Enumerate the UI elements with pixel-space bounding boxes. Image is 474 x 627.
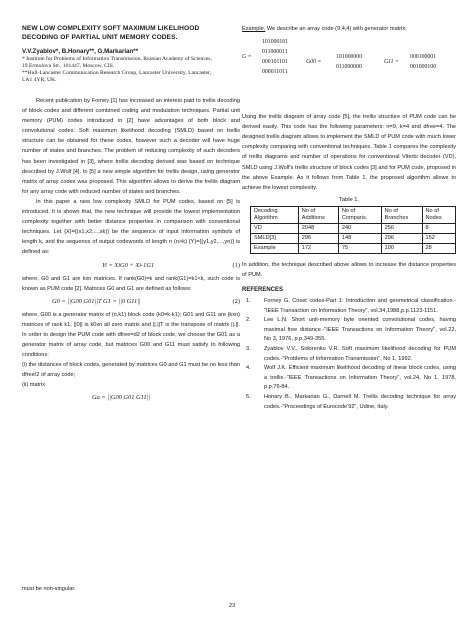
table-cell: 100: [381, 243, 422, 253]
table-cell: SMLD[3]: [251, 233, 299, 243]
matrix-g-row: 101000101: [262, 39, 289, 46]
equation-1-number: (1): [232, 261, 240, 269]
table-cell: 148: [338, 233, 381, 243]
matrix-g11-row: 000100001: [410, 54, 437, 61]
matrix-g-label: G =: [242, 54, 252, 61]
page-number: 23: [229, 603, 236, 609]
generator-matrices: [242, 34, 456, 112]
reference-text: Forney G. Coset codes-Part 1: Introduction and geometrical classification.-"IEEE Transaction on Information Theory", vol.34,1988,p.p.1123-1151.: [264, 298, 456, 314]
matrix-g-row: 011000011: [262, 49, 288, 56]
reference-item: [242, 364, 456, 393]
addition-paragraph: In addition, the technique described above allows to increase the distance properties of PUM.: [242, 261, 456, 278]
example-text: We describe an array code (9,4,4) with generator matrix:: [265, 26, 407, 32]
complexity-table: [250, 206, 456, 254]
condition-2: (ii) matrix: [22, 382, 45, 389]
table-cell: 240: [338, 223, 381, 233]
left-column: [22, 24, 240, 406]
table-cell: 256: [381, 223, 422, 233]
condition-1: (i) the distances of block codes, generated by matrices G0 and G1 must be no less than dfree/2 of array code;: [22, 362, 240, 379]
equation-2-number: (2): [232, 297, 240, 305]
table-header-cell: Decoding Algorithm: [251, 206, 299, 223]
reference-item: [242, 316, 456, 345]
table-cell: 8: [422, 223, 455, 233]
table-header-cell: No of Additions: [298, 206, 338, 223]
equation-1-expression: Yi = XiG0 + Xi-1G1: [102, 261, 155, 269]
table-cell: 2048: [298, 223, 338, 233]
matrix-g00-row: 011000000: [336, 64, 362, 71]
reference-text: Honary B., Markarian G., Darnell M. Trellis decoding technique for array codes.-"Proceedings of Eurocode'92", Udine, Italy.: [264, 393, 456, 410]
table-cell: 152: [422, 233, 455, 243]
matrix-g00-label: G00 =: [306, 59, 322, 66]
matrix-g11-label: G11 =: [384, 59, 399, 66]
matrix-g11-row: 001000100: [410, 64, 437, 71]
matrix-definition-paragraph: where, G0 and G1 are kxn matrices. If rank(G0)=k and rank(G1)=k1<k, such code is known as PUM code [2]. Matrices G0 and G1 are defined as follows:: [22, 275, 240, 292]
table-cell: 296: [298, 233, 338, 243]
matrix-g-row: 000101101: [262, 59, 288, 66]
references-heading: REFERENCES: [242, 287, 284, 294]
right-column: [242, 24, 456, 412]
table-cell: VD: [251, 223, 299, 233]
table-header-cell: No of Branches: [381, 206, 422, 223]
affiliation-line: **Hull-Lancaster Communication Research Group, Lancaster University, Lancaster,: [22, 70, 212, 76]
paper-title: [22, 24, 240, 42]
example-label: Example.: [242, 26, 266, 32]
example-paragraph: [242, 24, 456, 34]
trellis-paragraph: Using the trellis diagram of array code [5], the trellis structure of PUM code can be derived easily. This code has the following parameters: n=9, k=4 and dfree=4. The designed trellis diagram allows to implement the SMLD of PUM code with much lower complexity comparing with conventional techniques. Table 1 compares the complexity of trellis diagrams and number of operations for conventional Viterbi decoder (VD), SMLD using J.Wolf's trellis structure of block codes [3] and for PUM code, proposed in the above Example. As it follows from Table 1, the proposed algorithm allows to achieve the lowest complexity.: [242, 114, 456, 191]
left-tail-text: must be non-singular.: [22, 586, 76, 592]
table-cell: 296: [381, 233, 422, 243]
reference-number: 1.: [246, 298, 251, 305]
reference-number: 2.: [246, 317, 251, 324]
equation-2-expression: G0 = ||G00 G01||T G1 = ||0 G11||: [52, 297, 141, 305]
table-row: [251, 243, 456, 253]
reference-item: [242, 393, 456, 412]
matrix-g00-row: 101000000: [336, 54, 363, 61]
equation-1: [22, 258, 240, 274]
reference-text: Zyablov V.V., Sidorenko V.R. Soft maximum likelihood decoding for PUM codes.-"Problems of Information Transmission", No 1, 1992.: [264, 346, 456, 362]
reference-item: [242, 345, 456, 364]
title-line: NEW LOW COMPLEXITY SOFT MAXIMUM LIKELIHOOD: [22, 25, 200, 32]
table-header-cell: No of Comparis.: [338, 206, 381, 223]
table-caption: Table 1.: [338, 196, 360, 203]
method-paragraph: In this paper a new low complexity SMLD for PUM codes, based on [5] is introduced. It is shown that, the new technique will provide the lowest implementation complexity together with better distance properties in comparison with conventional techniques. Let {X}={(x1,x2,...,xk)} be the sequence of input information symbols of length k, and the sequence of output codewords of length n (n>k) {Y}={(y1,y2,...,yn)} is defined as:: [22, 198, 240, 256]
affiliation-line: * Institute for Problems of Information Transmission, Russian Academy of Sciences,: [22, 56, 212, 62]
affiliation-line: 19 Ermolova Str., 101447, Moscow, CIS.: [22, 63, 115, 69]
conditions-paragraph: where, G00 is a generator matrix of (n,k1) block code (k0=k-k1); G01 and G11 are (kxn) matrices of rank k1; ||0|| is k0xn all zero matrix and ||.||T is the transpose of matrix ||.||. In order to design the PUM code with dfree=d2 of block code, we choose the G01 as a generator matrix of array code, but matrices G00 and G11 must satisfy to following conditions:: [22, 311, 240, 359]
authors: V.V.Zyablov*, B.Honary**, G.Markarian**: [22, 48, 139, 55]
reference-item: [242, 297, 456, 316]
title-line: DECODING OF PARTIAL UNIT MEMORY CODES.: [22, 34, 178, 41]
table-cell: 172: [298, 243, 338, 253]
reference-text: Lee L.N. Short unit-memory byte oriented convolutional codes, having maximal free distance.-"IEEE Transactions on Information Theory", vol.22, No 3, 1976, p.p.349-355.: [264, 317, 456, 343]
equation-3-expression: Ga = ||G00 G01 G11||: [92, 394, 151, 402]
reference-number: 4.: [246, 365, 251, 372]
intro-paragraph: Recent publication by Forney [1] has increased an interest paid to trellis decoding of block codes and different combined coding and modulation techniques. Partial unit memory (PUM) codes introduced in [2] have advantages of both block and convolutional codes. Soft maximum likelihood decoding (SMLD) based on trellis structure can be obtained for these codes, however such a decoder will have huge number of states and branches. The problem of reducing complexity of such decoders has been investigated in [3], where trellis decoding derived was based on technique described by J.Wolf [4]. In [5] a new simple algorithm for trellis design, using generator matrix of array codes was proposed. This algorithm allows to derive the trellis diagram for any array code with reduced number of states and branches.: [22, 98, 240, 195]
affiliations: [22, 56, 240, 84]
table-cell: 28: [422, 243, 455, 253]
reference-number: 3.: [246, 346, 251, 352]
table-header-cell: No of Nodes: [422, 206, 455, 223]
reference-text: Wolf J.K. Efficient maximum likelihood decoding of linear block codes, using a trellis.-"IEEE Transactions on Information Theory", vol.24, No 1, 1978, p.p.76-84.: [264, 365, 456, 391]
reference-number: 5.: [246, 393, 251, 400]
matrix-g-row: 000011011: [262, 69, 288, 76]
affiliation-line: LA1 4YR, UK.: [22, 77, 57, 83]
equation-3: [22, 390, 240, 406]
table-row: [251, 233, 456, 243]
table-row: [251, 223, 456, 233]
equation-2: [22, 294, 240, 310]
table-cell: 75: [338, 243, 381, 253]
table-header-row: [251, 206, 456, 223]
table-cell: Example: [251, 243, 299, 253]
